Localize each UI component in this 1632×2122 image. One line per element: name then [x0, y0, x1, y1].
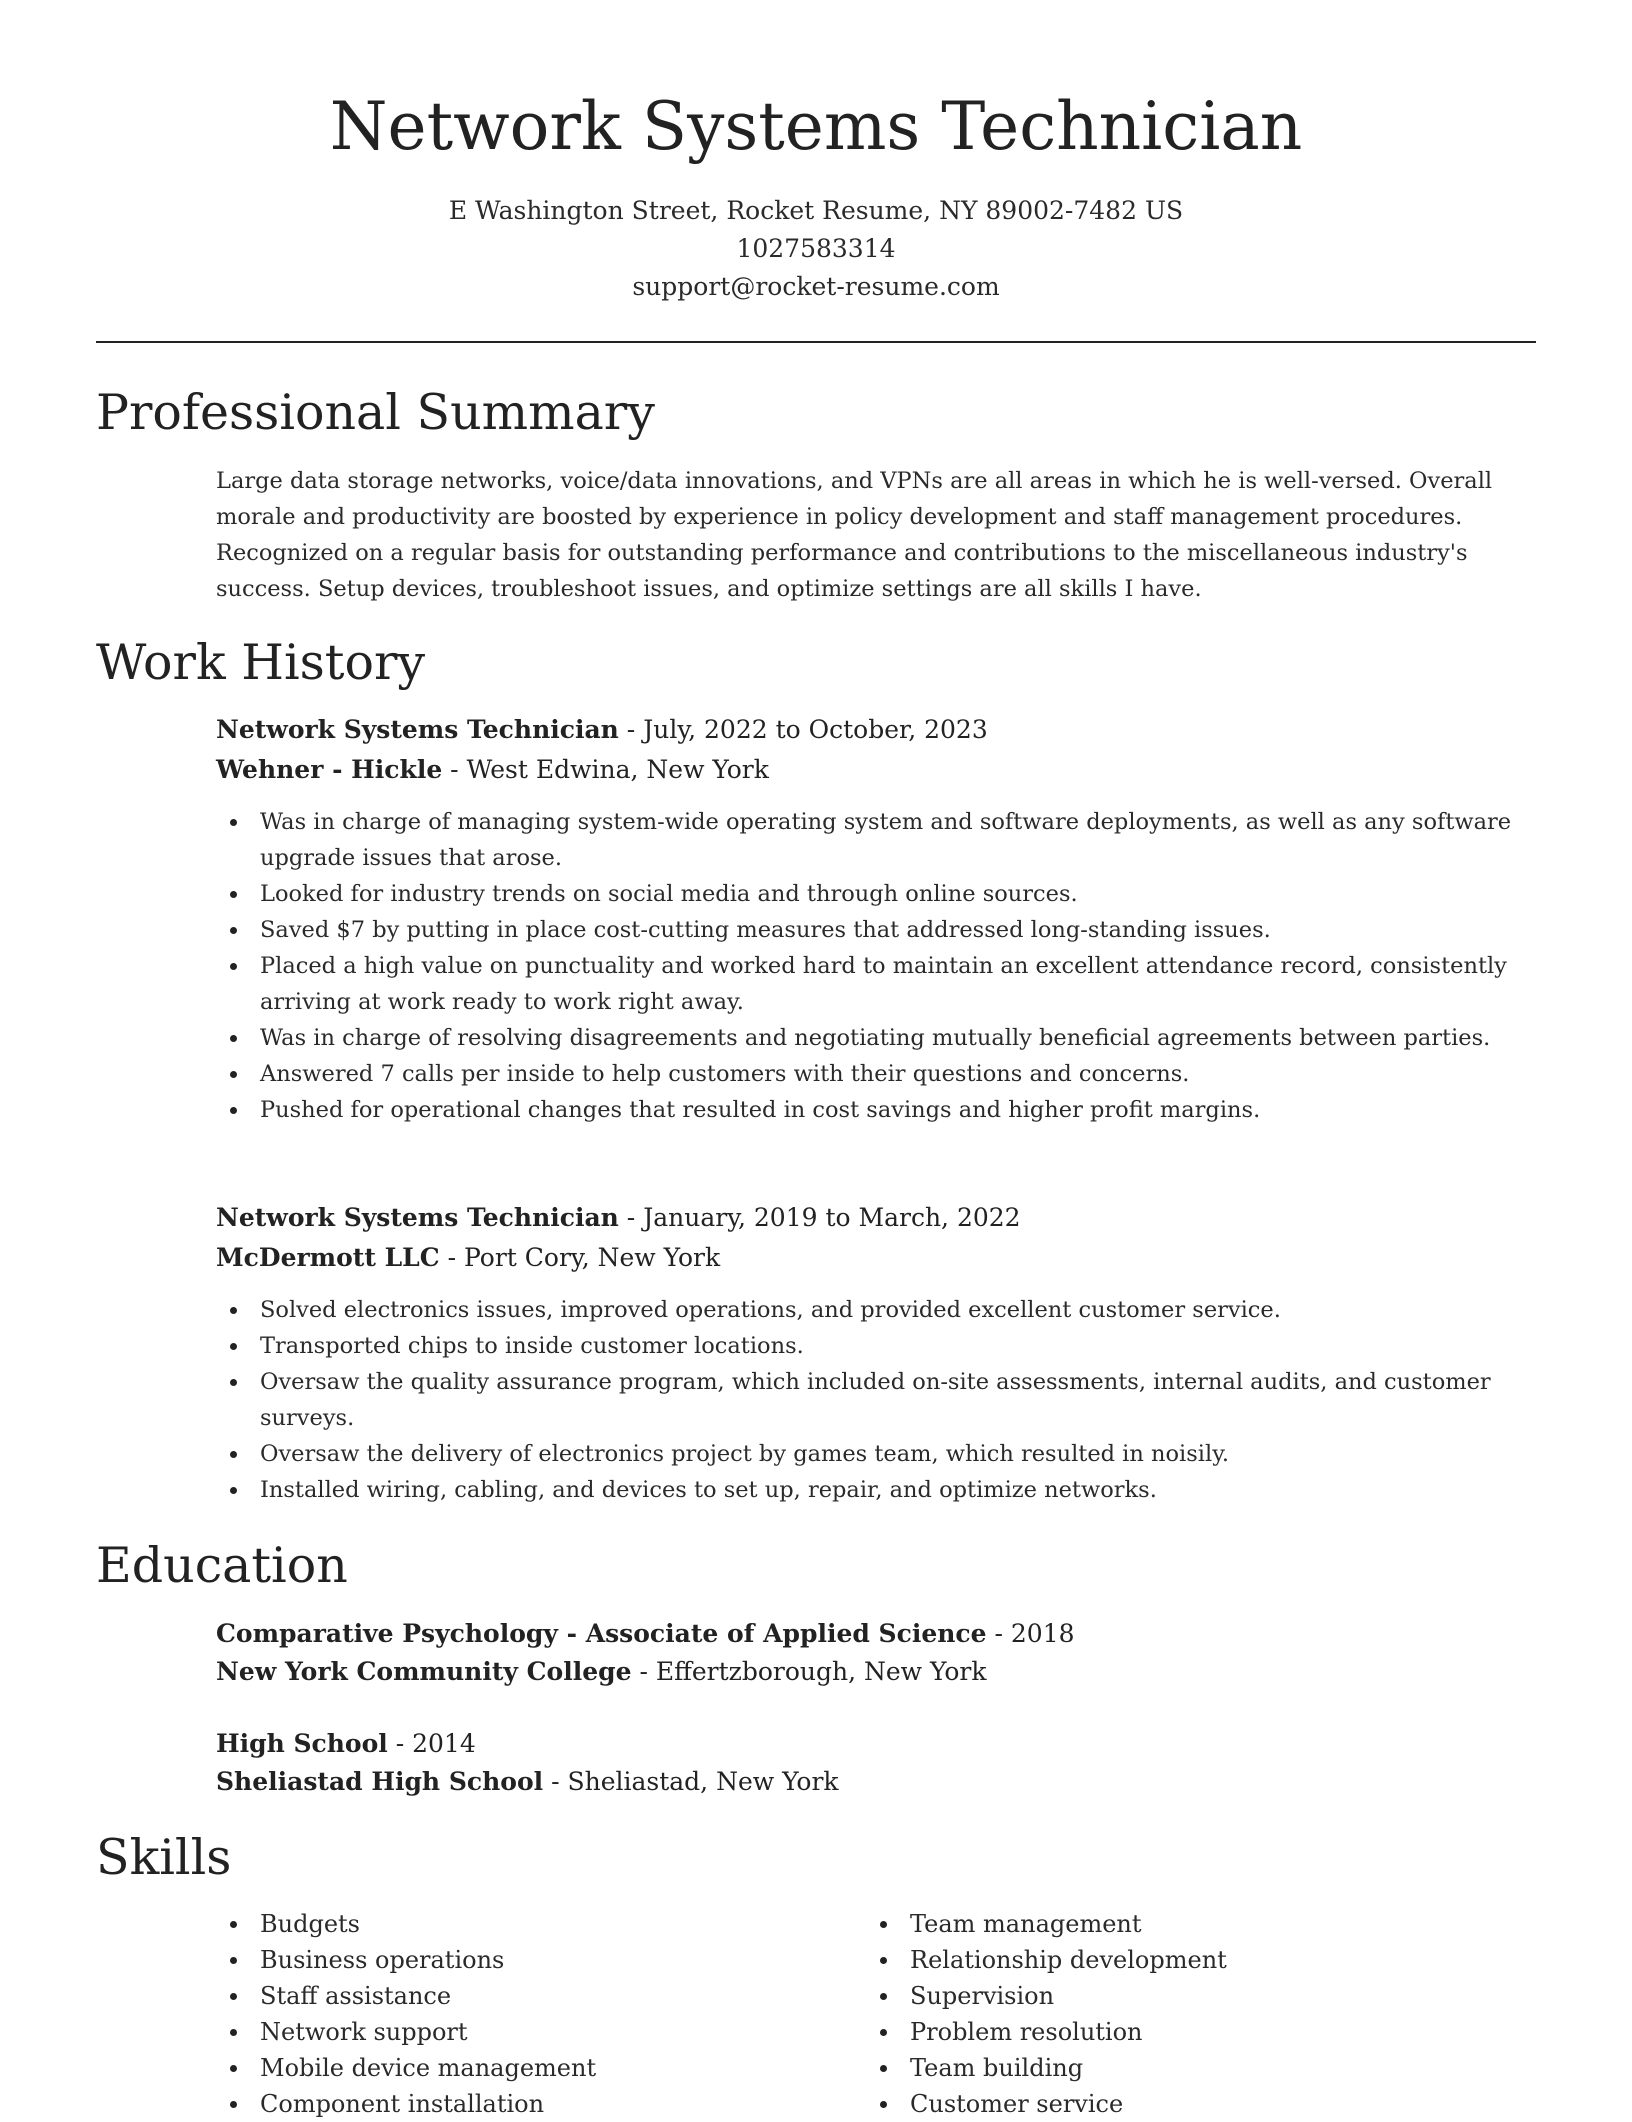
- skill-item: Relationship development: [866, 1942, 1506, 1978]
- education-section-title: Education: [96, 1537, 348, 1594]
- education-1-degree: Comparative Psychology - Associate of Applied Science: [216, 1619, 987, 1648]
- job-2-bullet: Solved electronics issues, improved operations, and provided excellent customer service.: [216, 1292, 1536, 1328]
- skill-item: Supervision: [866, 1978, 1506, 2014]
- job-2-bullet: Installed wiring, cabling, and devices to set up, repair, and optimize networks.: [216, 1472, 1536, 1508]
- job-1-location: West Edwina, New York: [466, 755, 769, 784]
- summary-section-title: Professional Summary: [96, 384, 655, 441]
- job-2-bullets: [216, 1292, 1536, 1508]
- contact-email: support@rocket-resume.com: [632, 272, 1000, 301]
- job-1-separator: -: [618, 715, 644, 744]
- job-1-bullet: Was in charge of managing system-wide operating system and software deployments, as well as any software upgrade issues that arose.: [216, 804, 1536, 876]
- job-2-location: Port Cory, New York: [463, 1243, 721, 1272]
- education-2-separator-2: -: [543, 1767, 568, 1796]
- job-1-bullet: Pushed for operational changes that resulted in cost savings and higher profit margins.: [216, 1092, 1536, 1128]
- skill-item: Staff assistance: [216, 1978, 856, 2014]
- education-1-degree-line: [216, 1614, 1536, 1654]
- job-1-bullet: Saved $7 by putting in place cost-cutting measures that addressed long-standing issues.: [216, 912, 1536, 948]
- skill-item: Component installation: [216, 2086, 856, 2122]
- education-1-location: Effertzborough, New York: [655, 1657, 987, 1686]
- education-2-degree-line: [216, 1724, 1536, 1764]
- work-section-title: Work History: [96, 634, 426, 691]
- job-1-title-line: [216, 710, 1536, 750]
- education-1-school-line: [216, 1652, 1536, 1692]
- job-2-title-line: [216, 1198, 1536, 1238]
- job-1-dates: July, 2022 to October, 2023: [643, 715, 988, 744]
- job-1-bullet: Answered 7 calls per inside to help customers with their questions and concerns.: [216, 1056, 1536, 1092]
- job-2-separator-2: -: [439, 1243, 464, 1272]
- education-1-separator-2: -: [631, 1657, 656, 1686]
- job-1-employer: Wehner - Hickle: [216, 755, 443, 784]
- job-1-separator-2: -: [442, 755, 467, 784]
- job-2-employer-line: [216, 1238, 1536, 1278]
- skill-item: Budgets: [216, 1906, 856, 1942]
- skill-item: Mobile device management: [216, 2050, 856, 2086]
- education-2-degree: High School: [216, 1729, 388, 1758]
- job-2-bullet: Oversaw the quality assurance program, which included on-site assessments, internal audits, and customer surveys.: [216, 1364, 1536, 1436]
- education-1-year: 2018: [1010, 1619, 1075, 1648]
- education-1-school: New York Community College: [216, 1657, 632, 1686]
- education-1-separator: -: [986, 1619, 1011, 1648]
- education-2-location: Sheliastad, New York: [567, 1767, 839, 1796]
- education-2-school-line: [216, 1762, 1536, 1802]
- job-2-separator: -: [618, 1203, 644, 1232]
- job-1-bullets: [216, 804, 1536, 1128]
- skill-item: Team management: [866, 1906, 1506, 1942]
- skill-item: Network support: [216, 2014, 856, 2050]
- header-divider: [96, 341, 1536, 343]
- job-1-bullet: Was in charge of resolving disagreements and negotiating mutually beneficial agreements between parties.: [216, 1020, 1536, 1056]
- skill-item: Team building: [866, 2050, 1506, 2086]
- skill-item: Problem resolution: [866, 2014, 1506, 2050]
- resume-name-heading: Network Systems Technician: [329, 88, 1303, 165]
- education-2-school: Sheliastad High School: [216, 1767, 544, 1796]
- job-2-bullet: Transported chips to inside customer locations.: [216, 1328, 1536, 1364]
- job-2-position: Network Systems Technician: [216, 1203, 619, 1232]
- skill-item: Business operations: [216, 1942, 856, 1978]
- summary-paragraph: Large data storage networks, voice/data innovations, and VPNs are all areas in which he is well-versed. Overall morale and productivity are boosted by experience in policy development and staff management procedures. Recognized on a regular basis for outstanding performance and contributions to the miscellaneous industry's success. Setup devices, troubleshoot issues, and optimize settings are all skills I have.: [216, 468, 1493, 602]
- job-2-dates: January, 2019 to March, 2022: [643, 1203, 1021, 1232]
- education-2-year: 2014: [412, 1729, 476, 1758]
- contact-block: [0, 192, 1632, 306]
- education-2-separator: -: [387, 1729, 413, 1758]
- skills-right-list: [866, 1906, 1506, 2122]
- skills-left-list: [216, 1906, 856, 2122]
- job-1-position: Network Systems Technician: [216, 715, 619, 744]
- job-2-employer: McDermott LLC: [216, 1243, 440, 1272]
- job-2-bullet: Oversaw the delivery of electronics project by games team, which resulted in noisily.: [216, 1436, 1536, 1472]
- job-1-bullet: Placed a high value on punctuality and worked hard to maintain an excellent attendance record, consistently arriving at work ready to work right away.: [216, 948, 1536, 1020]
- job-1-employer-line: [216, 750, 1536, 790]
- skill-item: Customer service: [866, 2086, 1506, 2122]
- contact-phone: 1027583314: [736, 234, 896, 263]
- job-1-bullet: Looked for industry trends on social media and through online sources.: [216, 876, 1536, 912]
- skills-section-title: Skills: [96, 1829, 232, 1886]
- contact-address: E Washington Street, Rocket Resume, NY 89002-7482 US: [448, 196, 1184, 225]
